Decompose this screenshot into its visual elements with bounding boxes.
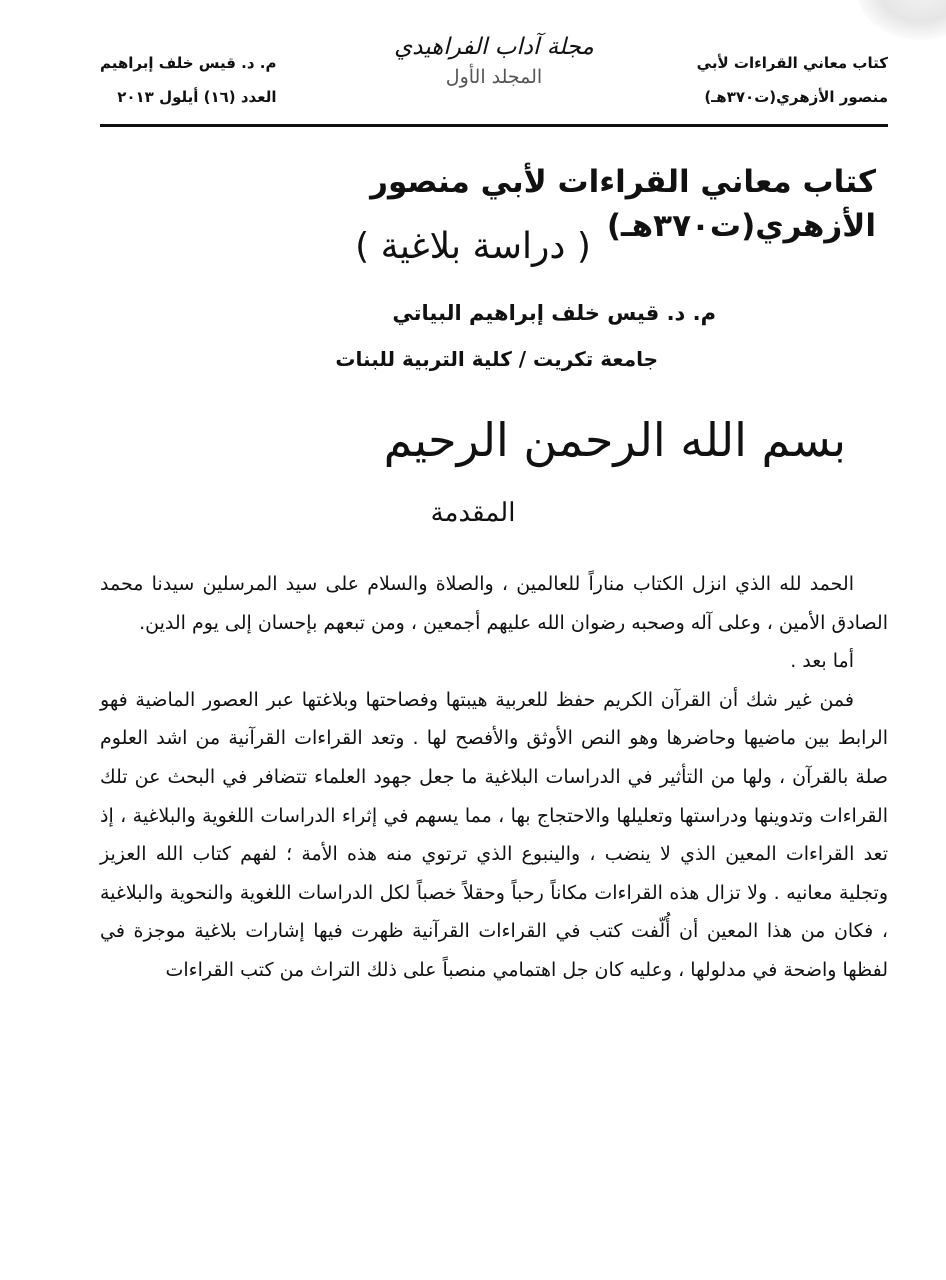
header-author: م. د. قيس خلف إبراهيم <box>100 54 277 72</box>
journal-masthead <box>394 30 594 90</box>
header-divider <box>100 124 888 127</box>
header-book-title-line2: منصور الأزهري(ت٣٧٠هـ) <box>704 88 888 106</box>
running-header <box>100 30 888 122</box>
article-title: كتاب معاني القراءات لأبي منصور الأزهري(ت٣٧٠هـ) <box>370 164 876 244</box>
article-author: م. د. قيس خلف إبراهيم البياتي <box>392 301 716 325</box>
header-issue: العدد (١٦) أيلول ٢٠١٣ <box>117 88 277 106</box>
journal-name: مجلة آداب الفراهيدي <box>394 34 594 60</box>
author-affiliation: جامعة تكريت / كلية التربية للبنات <box>335 347 658 371</box>
header-author-issue <box>100 46 276 114</box>
basmala: بسم الله الرحمن الرحيم <box>383 413 846 467</box>
header-book-title-line1: كتاب معاني القراءات لأبي <box>696 54 888 72</box>
section-heading-introduction: المقدمة <box>430 498 516 528</box>
paragraph-opening-praise: الحمد لله الذي انزل الكتاب مناراً للعالمين ، والصلاة والسلام على سيد المرسلين سيدنا محمد الصادق الأمين ، وعلى آله وصحبه رضوان الله عليهم أجمعين ، ومن تبعهم بإحسان إلى يوم الدين. <box>100 573 888 634</box>
paragraph-introduction: فمن غير شك أن القرآن الكريم حفظ للعربية هيبتها وفصاحتها وبلاغتها عبر العصور الماضية فهو الرابط بين ماضيها وحاضرها وهو النص الأوثق والأفصح لها . وتعد القراءات القرآنية من اشد العلوم صلة بالقرآن ، ولها من التأثير في الدراسات البلاغية ما جعل جهود العلماء تتضافر في البحث عن تلك القراءات وتدوينها ودراستها وتعليلها والاحتجاج بها ، مما يسهم في إثراء الدراسات اللغوية والبلاغية ، إذ تعد القراءات المعين الذي لا ينضب ، والينبوع الذي ترتوي منه هذه الأمة ؛ لفهم كتاب الله العزيز وتجلية معانيه . ولا تزال هذه القراءات مكاناً رحباً وحقلاً خصباً لكل الدراسات اللغوية والنحوية والبلاغية ، فكان من هذا المعين أن أُلّفت كتب في القراءات القرآنية ظهرت فيها إشارات بلاغية موجزة في لفظها واضحة في مدلولها ، وعليه كان جل اهتمامي منصباً على ذلك التراث من كتب القراءات <box>100 688 888 981</box>
article-subtitle: ( دراسة بلاغية ) <box>355 226 591 267</box>
journal-volume: المجلد الأول <box>445 66 543 88</box>
header-book-title <box>697 46 888 114</box>
paragraph-amma-baad: أما بعد . <box>790 650 854 673</box>
body-text <box>100 565 888 990</box>
